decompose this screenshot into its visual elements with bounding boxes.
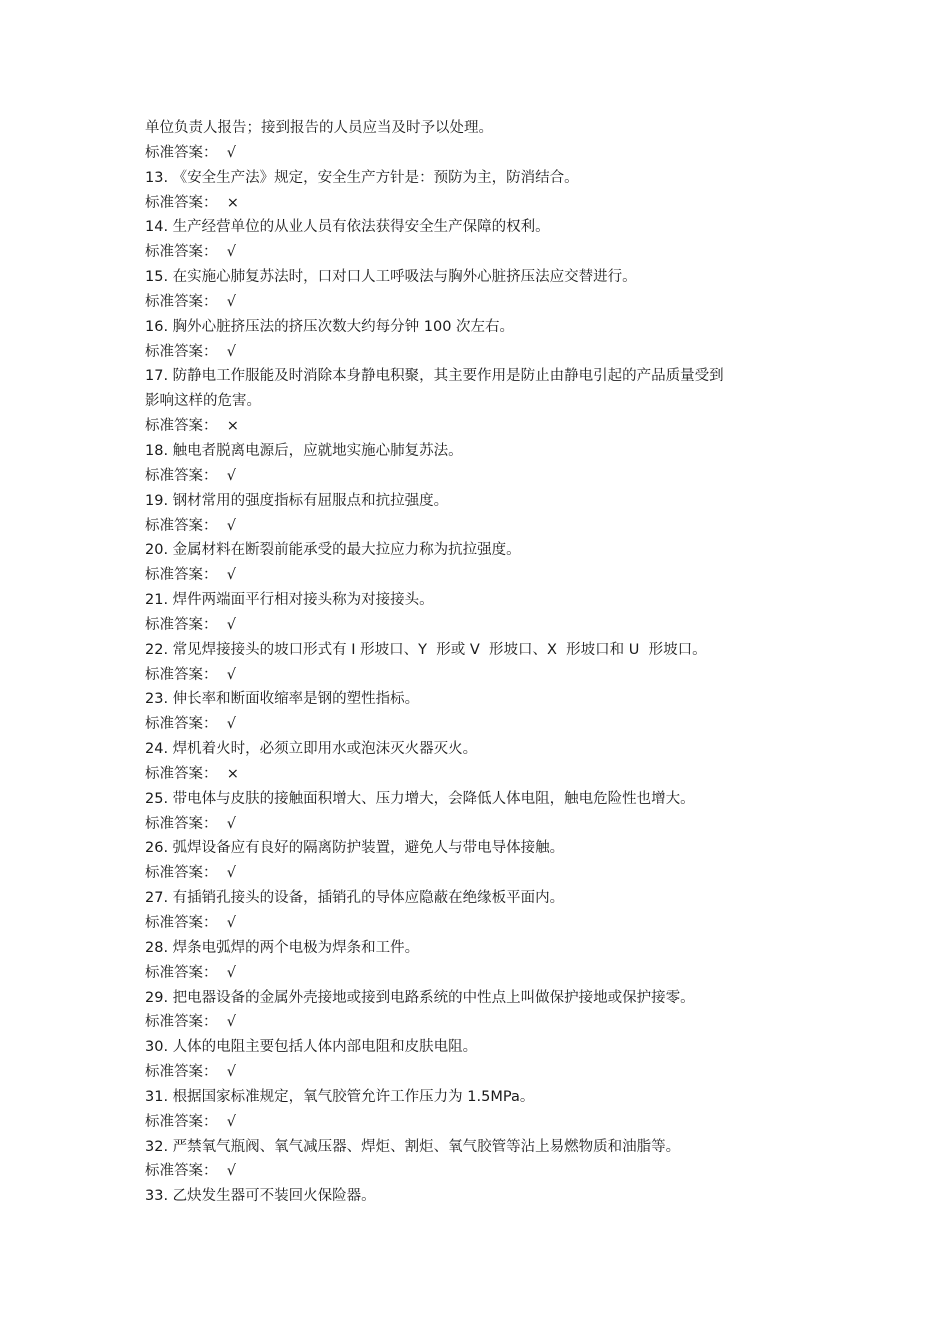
answer-line: 标准答案： √: [145, 144, 236, 161]
question-line: 21. 焊件两端面平行相对接头称为对接接头。: [145, 592, 434, 609]
answer-line: 标准答案： √: [145, 915, 236, 931]
answer-line: 标准答案： ×: [145, 418, 239, 435]
answer-line: 标准答案： √: [145, 467, 236, 484]
question-line: 19. 钢材常用的强度指标有屈服点和抗拉强度。: [145, 492, 449, 509]
answer-line: 标准答案： √: [145, 964, 236, 981]
question-line: 26. 弧焊设备应有良好的隔离防护装置，避免人与带电导体接触。: [145, 840, 565, 857]
question-line: 16. 胸外心脏挤压法的挤压次数大约每分钟 100 次左右。: [145, 318, 515, 335]
answer-line: 标准答案： √: [145, 666, 236, 683]
question-line: 33. 乙炔发生器可不装回火保险器。: [145, 1188, 376, 1205]
answer-line: 标准答案： √: [145, 293, 236, 310]
text-line: 单位负责人报告；接到报告的人员应当及时予以处理。: [145, 120, 493, 136]
question-line: 28. 焊条电弧焊的两个电极为焊条和工件。: [145, 939, 420, 956]
answer-line: 标准答案： √: [145, 567, 236, 584]
question-line: 13. 《安全生产法》规定，安全生产方针是：预防为主，防消结合。: [145, 169, 579, 186]
answer-line: 标准答案： √: [145, 716, 236, 733]
answer-line: 标准答案： ×: [145, 194, 239, 211]
question-line: 27. 有插销孔接头的设备，插销孔的导体应隐蔽在绝缘板平面内。: [145, 890, 565, 907]
question-line: 31. 根据国家标准规定，氧气胶管允许工作压力为 1.5MPa。: [145, 1088, 535, 1105]
question-line: 22. 常见焊接接头的坡口形式有 I 形坡口、Y 形或 V 形坡口、X 形坡口和 U 形坡口。: [145, 641, 707, 658]
answer-line: 标准答案： √: [145, 616, 236, 633]
question-line: 14. 生产经营单位的从业人员有依法获得安全生产保障的权利。: [145, 219, 550, 236]
answer-line: 标准答案： √: [145, 343, 236, 360]
answer-line: 标准答案： √: [145, 1064, 236, 1081]
answer-line: 标准答案： √: [145, 1163, 236, 1180]
question-line: 23. 伸长率和断面收缩率是钢的塑性指标。: [145, 691, 420, 708]
answer-line: 标准答案： √: [145, 815, 236, 832]
answer-line: 标准答案： ×: [145, 765, 239, 782]
answer-line: 标准答案： √: [145, 1113, 236, 1130]
question-line: 30. 人体的电阻主要包括人体内部电阻和皮肤电阻。: [145, 1039, 478, 1056]
answer-line: 标准答案： √: [145, 1014, 236, 1031]
question-line: 25. 带电体与皮肤的接触面积增大、压力增大，会降低人体电阻，触电危险性也增大。: [145, 790, 695, 807]
question-line: 15. 在实施心肺复苏法时，口对口人工呼吸法与胸外心脏挤压法应交替进行。: [145, 269, 637, 286]
answer-line: 标准答案： √: [145, 517, 236, 534]
question-line: 32. 严禁氧气瓶阀、氧气减压器、焊炬、割炬、氧气胶管等沾上易燃物质和油脂等。: [145, 1138, 681, 1155]
document-body: [145, 116, 825, 1209]
answer-line: 标准答案： √: [145, 865, 236, 882]
answer-line: 标准答案： √: [145, 244, 236, 261]
question-line: 20. 金属材料在断裂前能承受的最大拉应力称为抗拉强度。: [145, 542, 521, 559]
question-line: 24. 焊机着火时，必须立即用水或泡沫灭火器灭火。: [145, 741, 478, 758]
question-line-continued: 影响这样的危害。: [145, 393, 261, 410]
question-line: 18. 触电者脱离电源后，应就地实施心肺复苏法。: [145, 442, 463, 459]
question-line: 17. 防静电工作服能及时消除本身静电积聚，其主要作用是防止由静电引起的产品质量受到: [145, 368, 724, 385]
question-line: 29. 把电器设备的金属外壳接地或接到电路系统的中性点上叫做保护接地或保护接零。: [145, 989, 695, 1006]
